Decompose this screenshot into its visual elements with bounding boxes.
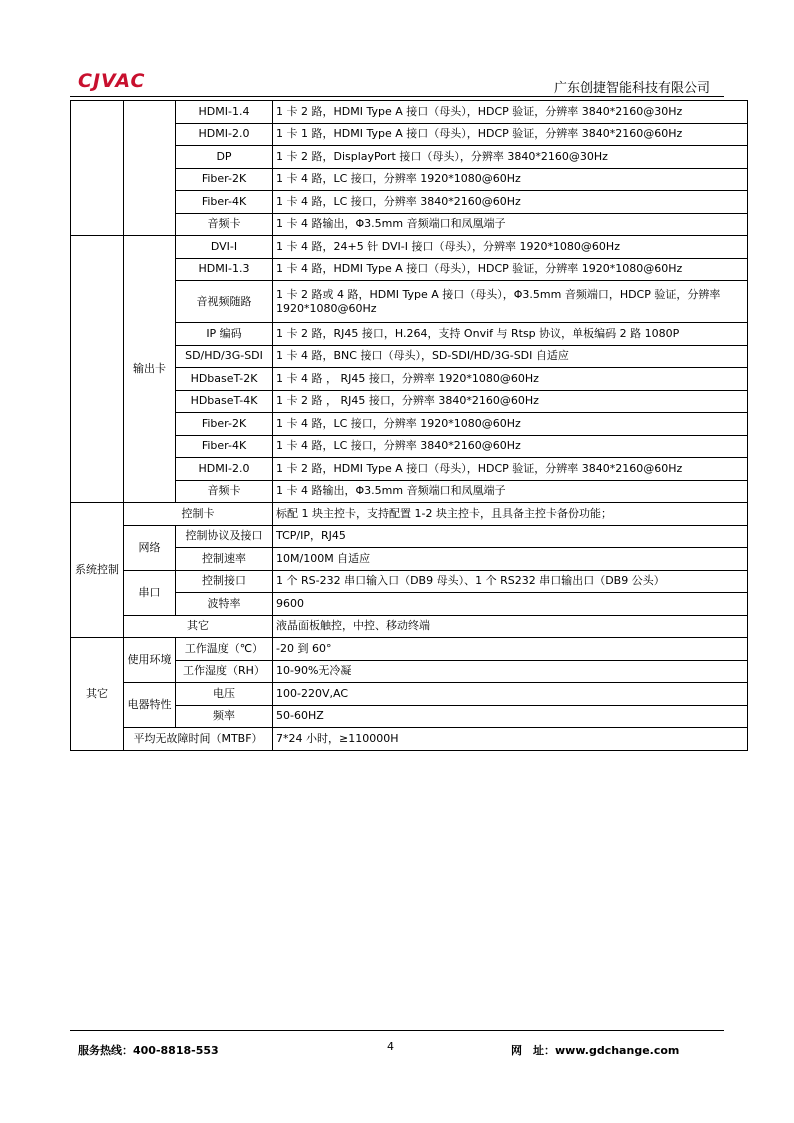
- row-value: 10M/100M 自适应: [273, 548, 748, 571]
- empty-cell: [124, 101, 176, 236]
- row-label: 频率: [176, 705, 273, 728]
- table-row: [71, 638, 748, 661]
- row-label: 控制卡: [124, 503, 273, 526]
- row-label: DVI-I: [176, 236, 273, 259]
- table-row: [71, 615, 748, 638]
- group-system-control: 系统控制: [71, 503, 124, 638]
- row-label: 音视频随路: [176, 281, 273, 323]
- row-label: HDMI-2.0: [176, 123, 273, 146]
- table-row: [71, 683, 748, 706]
- row-value: 1 卡 1 路，HDMI Type A 接口（母头），HDCP 验证，分辨率 3840*2160@60Hz: [273, 123, 748, 146]
- empty-cell: [71, 101, 124, 236]
- row-label: DP: [176, 146, 273, 169]
- row-label: 波特率: [176, 593, 273, 616]
- row-label: IP 编码: [176, 323, 273, 346]
- row-value: 1 卡 2 路，HDMI Type A 接口（母头），HDCP 验证，分辨率 3840*2160@30Hz: [273, 101, 748, 124]
- page-number: 4: [387, 1040, 394, 1053]
- row-label: 电压: [176, 683, 273, 706]
- row-label: 平均无故障时间（MTBF）: [124, 728, 273, 751]
- company-logo: CJVAC: [78, 70, 146, 92]
- row-label: HDbaseT-2K: [176, 368, 273, 391]
- row-value: 1 卡 4 路，LC 接口，分辨率 1920*1080@60Hz: [273, 168, 748, 191]
- row-label: Fiber-4K: [176, 191, 273, 214]
- row-label: HDMI-1.4: [176, 101, 273, 124]
- service-hotline: 服务热线：400-8818-553: [78, 1044, 219, 1057]
- row-label: 音频卡: [176, 213, 273, 236]
- row-value: 1 卡 4 路，LC 接口，分辨率 3840*2160@60Hz: [273, 191, 748, 214]
- row-value: TCP/IP，RJ45: [273, 525, 748, 548]
- row-value: 1 卡 2 路或 4 路，HDMI Type A 接口（母头），Φ3.5mm 音频端口，HDCP 验证，分辨率 1920*1080@60Hz: [273, 281, 748, 323]
- row-value: 液晶面板触控，中控、移动终端: [273, 615, 748, 638]
- table-row: [71, 236, 748, 259]
- row-label: Fiber-2K: [176, 413, 273, 436]
- empty-cell: [71, 236, 124, 503]
- row-value: 1 卡 2 路，DisplayPort 接口（母头），分辨率 3840*2160@30Hz: [273, 146, 748, 169]
- group-use-env: 使用环境: [124, 638, 176, 683]
- row-label: 音频卡: [176, 480, 273, 503]
- row-value: 1 卡 4 路 ， RJ45 接口，分辨率 1920*1080@60Hz: [273, 368, 748, 391]
- header-divider: [70, 96, 724, 97]
- row-label: 工作湿度（RH）: [176, 660, 273, 683]
- group-serial: 串口: [124, 570, 176, 615]
- row-value: 10-90%无冷凝: [273, 660, 748, 683]
- footer-divider: [70, 1030, 724, 1031]
- row-value: 1 卡 4 路，BNC 接口（母头），SD-SDI/HD/3G-SDI 自适应: [273, 345, 748, 368]
- row-value: 1 卡 4 路，LC 接口，分辨率 3840*2160@60Hz: [273, 435, 748, 458]
- table-row: [71, 101, 748, 124]
- row-value: 1 卡 4 路，24+5 针 DVI-I 接口（母头），分辨率 1920*1080@60Hz: [273, 236, 748, 259]
- row-label: 控制速率: [176, 548, 273, 571]
- row-value: 1 卡 2 路 ， RJ45 接口，分辨率 3840*2160@60Hz: [273, 390, 748, 413]
- row-value: 1 卡 2 路，HDMI Type A 接口（母头），HDCP 验证，分辨率 3840*2160@60Hz: [273, 458, 748, 481]
- row-label: Fiber-4K: [176, 435, 273, 458]
- group-electrical: 电器特性: [124, 683, 176, 728]
- row-label: HDMI-1.3: [176, 258, 273, 281]
- group-output-card: 输出卡: [124, 236, 176, 503]
- row-label: HDMI-2.0: [176, 458, 273, 481]
- row-value: 1 卡 2 路，RJ45 接口，H.264，支持 Onvif 与 Rtsp 协议，单板编码 2 路 1080P: [273, 323, 748, 346]
- spec-table: [70, 100, 748, 751]
- row-value: 1 卡 4 路，HDMI Type A 接口（母头），HDCP 验证，分辨率 1920*1080@60Hz: [273, 258, 748, 281]
- group-network: 网络: [124, 525, 176, 570]
- table-row: [71, 728, 748, 751]
- row-label: HDbaseT-4K: [176, 390, 273, 413]
- row-value: 100-220V,AC: [273, 683, 748, 706]
- website-link[interactable]: 网 址：www.gdchange.com: [511, 1044, 680, 1057]
- row-value: 1 卡 4 路输出，Φ3.5mm 音频端口和凤凰端子: [273, 480, 748, 503]
- row-label: 控制协议及接口: [176, 525, 273, 548]
- row-value: 7*24 小时，≥110000H: [273, 728, 748, 751]
- row-value: 50-60HZ: [273, 705, 748, 728]
- row-label: Fiber-2K: [176, 168, 273, 191]
- row-value: 标配 1 块主控卡，支持配置 1-2 块主控卡，且具备主控卡备份功能；: [273, 503, 748, 526]
- row-label: 其它: [124, 615, 273, 638]
- row-label: SD/HD/3G-SDI: [176, 345, 273, 368]
- table-row: [71, 570, 748, 593]
- row-value: 1 个 RS-232 串口输入口（DB9 母头）、1 个 RS232 串口输出口（DB9 公头）: [273, 570, 748, 593]
- group-other: 其它: [71, 638, 124, 751]
- row-value: -20 到 60°: [273, 638, 748, 661]
- row-label: 控制接口: [176, 570, 273, 593]
- row-label: 工作温度（℃）: [176, 638, 273, 661]
- company-name: 广东创捷智能科技有限公司: [553, 81, 710, 96]
- row-value: 1 卡 4 路输出，Φ3.5mm 音频端口和凤凰端子: [273, 213, 748, 236]
- table-row: [71, 525, 748, 548]
- row-value: 1 卡 4 路，LC 接口，分辨率 1920*1080@60Hz: [273, 413, 748, 436]
- row-value: 9600: [273, 593, 748, 616]
- table-row: [71, 503, 748, 526]
